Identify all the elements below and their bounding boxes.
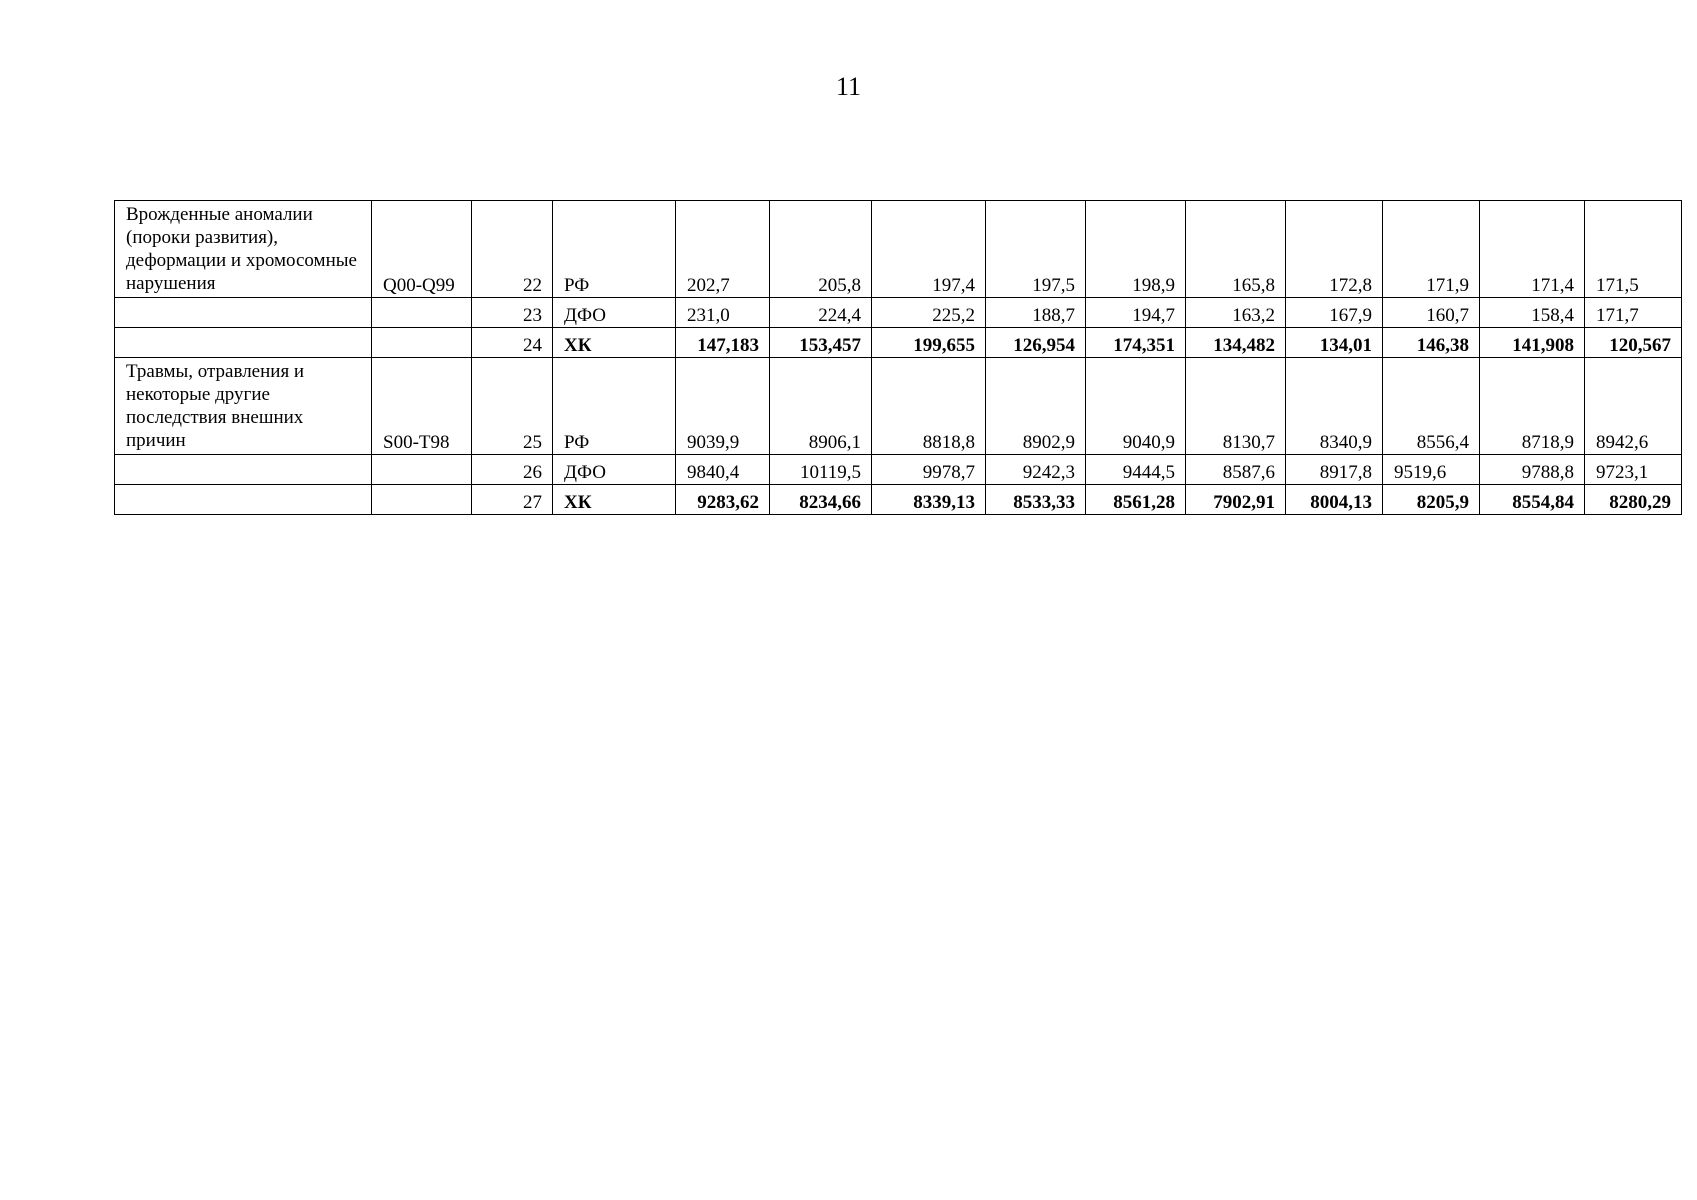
region-cell: ХК bbox=[553, 328, 676, 358]
region-cell: ДФО bbox=[553, 298, 676, 328]
value-cell: 167,9 bbox=[1286, 298, 1383, 328]
value-cell: 134,01 bbox=[1286, 328, 1383, 358]
table-row bbox=[115, 358, 1682, 455]
disease-name-cell bbox=[115, 201, 372, 298]
value-cell: 134,482 bbox=[1186, 328, 1286, 358]
value-cell: 8561,28 bbox=[1086, 485, 1186, 515]
value-cell: 10119,5 bbox=[770, 455, 872, 485]
value-cell: 8587,6 bbox=[1186, 455, 1286, 485]
row-index-cell: 26 bbox=[472, 455, 553, 485]
value-cell: 198,9 bbox=[1086, 201, 1186, 298]
morbidity-table bbox=[114, 200, 1682, 515]
row-index-cell: 23 bbox=[472, 298, 553, 328]
region-cell: РФ bbox=[553, 358, 676, 455]
disease-name: Врожденные аномалии (пороки развития), деформации и хромосомные нарушения bbox=[126, 204, 357, 294]
value-cell: 8906,1 bbox=[770, 358, 872, 455]
value-cell: 158,4 bbox=[1480, 298, 1585, 328]
value-cell: 194,7 bbox=[1086, 298, 1186, 328]
value-cell: 120,567 bbox=[1585, 328, 1682, 358]
icd-code-cell: Q00-Q99 bbox=[372, 201, 472, 298]
icd-code-cell bbox=[372, 298, 472, 328]
value-cell: 171,9 bbox=[1383, 201, 1480, 298]
region-cell: ДФО bbox=[553, 455, 676, 485]
row-index-cell: 22 bbox=[472, 201, 553, 298]
value-cell: 8902,9 bbox=[986, 358, 1086, 455]
value-cell: 8280,29 bbox=[1585, 485, 1682, 515]
value-cell: 8004,13 bbox=[1286, 485, 1383, 515]
value-cell: 141,908 bbox=[1480, 328, 1585, 358]
region-cell: ХК bbox=[553, 485, 676, 515]
value-cell: 163,2 bbox=[1186, 298, 1286, 328]
value-cell: 199,655 bbox=[872, 328, 986, 358]
value-cell: 8917,8 bbox=[1286, 455, 1383, 485]
value-cell: 8533,33 bbox=[986, 485, 1086, 515]
table-row bbox=[115, 201, 1682, 298]
value-cell: 171,4 bbox=[1480, 201, 1585, 298]
value-cell: 174,351 bbox=[1086, 328, 1186, 358]
value-cell: 8205,9 bbox=[1383, 485, 1480, 515]
row-index-cell: 24 bbox=[472, 328, 553, 358]
value-cell: 153,457 bbox=[770, 328, 872, 358]
region-cell: РФ bbox=[553, 201, 676, 298]
disease-name-cell bbox=[115, 358, 372, 455]
disease-name-cell bbox=[115, 455, 372, 485]
value-cell: 8818,8 bbox=[872, 358, 986, 455]
value-cell: 8340,9 bbox=[1286, 358, 1383, 455]
value-cell: 231,0 bbox=[676, 298, 770, 328]
table-row bbox=[115, 455, 1682, 485]
value-cell: 9978,7 bbox=[872, 455, 986, 485]
row-index-cell: 25 bbox=[472, 358, 553, 455]
value-cell: 160,7 bbox=[1383, 298, 1480, 328]
value-cell: 9039,9 bbox=[676, 358, 770, 455]
value-cell: 147,183 bbox=[676, 328, 770, 358]
value-cell: 205,8 bbox=[770, 201, 872, 298]
value-cell: 188,7 bbox=[986, 298, 1086, 328]
value-cell: 9444,5 bbox=[1086, 455, 1186, 485]
value-cell: 171,7 bbox=[1585, 298, 1682, 328]
disease-name-cell bbox=[115, 298, 372, 328]
disease-name: Травмы, отравления и некоторые другие последствия внешних причин bbox=[126, 361, 305, 451]
value-cell: 171,5 bbox=[1585, 201, 1682, 298]
value-cell: 225,2 bbox=[872, 298, 986, 328]
icd-code-cell: S00-T98 bbox=[372, 358, 472, 455]
disease-name-cell bbox=[115, 328, 372, 358]
value-cell: 9788,8 bbox=[1480, 455, 1585, 485]
value-cell: 9040,9 bbox=[1086, 358, 1186, 455]
value-cell: 9283,62 bbox=[676, 485, 770, 515]
value-cell: 8718,9 bbox=[1480, 358, 1585, 455]
value-cell: 8942,6 bbox=[1585, 358, 1682, 455]
page-number: 11 bbox=[835, 72, 862, 101]
value-cell: 8234,66 bbox=[770, 485, 872, 515]
row-index-cell: 27 bbox=[472, 485, 553, 515]
value-cell: 165,8 bbox=[1186, 201, 1286, 298]
value-cell: 202,7 bbox=[676, 201, 770, 298]
icd-code-cell bbox=[372, 455, 472, 485]
value-cell: 9723,1 bbox=[1585, 455, 1682, 485]
value-cell: 9242,3 bbox=[986, 455, 1086, 485]
value-cell: 8339,13 bbox=[872, 485, 986, 515]
table-row bbox=[115, 298, 1682, 328]
value-cell: 9519,6 bbox=[1383, 455, 1480, 485]
value-cell: 8556,4 bbox=[1383, 358, 1480, 455]
value-cell: 9840,4 bbox=[676, 455, 770, 485]
value-cell: 146,38 bbox=[1383, 328, 1480, 358]
value-cell: 8130,7 bbox=[1186, 358, 1286, 455]
value-cell: 172,8 bbox=[1286, 201, 1383, 298]
value-cell: 126,954 bbox=[986, 328, 1086, 358]
table-row bbox=[115, 485, 1682, 515]
value-cell: 224,4 bbox=[770, 298, 872, 328]
icd-code-cell bbox=[372, 485, 472, 515]
table-row bbox=[115, 328, 1682, 358]
value-cell: 8554,84 bbox=[1480, 485, 1585, 515]
value-cell: 197,4 bbox=[872, 201, 986, 298]
disease-name-cell bbox=[115, 485, 372, 515]
icd-code-cell bbox=[372, 328, 472, 358]
value-cell: 7902,91 bbox=[1186, 485, 1286, 515]
value-cell: 197,5 bbox=[986, 201, 1086, 298]
